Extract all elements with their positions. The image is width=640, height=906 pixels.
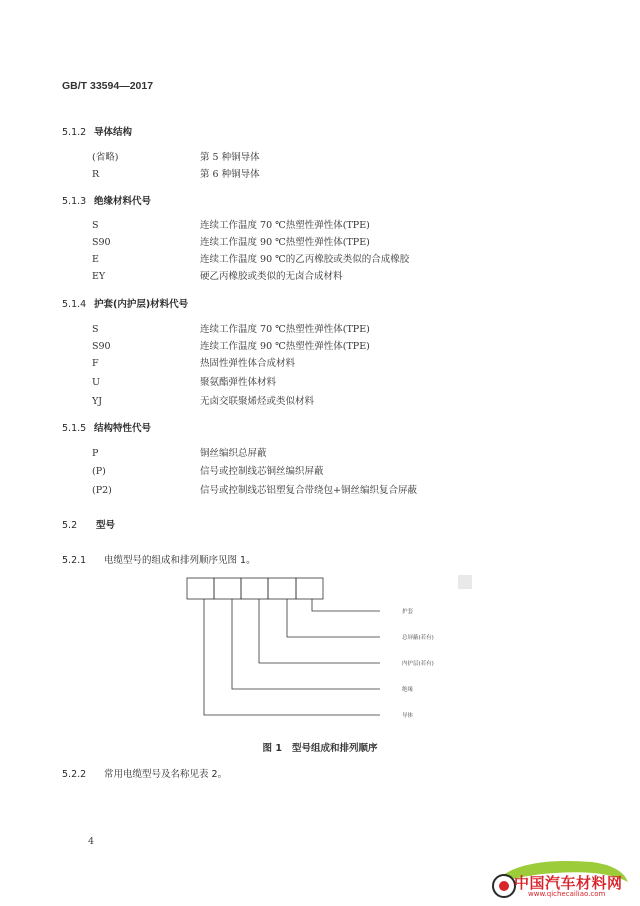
leader-line-insulation bbox=[232, 599, 380, 689]
code: S bbox=[92, 324, 99, 335]
diagram-label-conductor: 导体 bbox=[402, 713, 414, 719]
section-number: 5.1.5 bbox=[62, 423, 87, 434]
paragraph-text: 电缆型号的组成和排列顺序见图 1。 bbox=[104, 555, 256, 566]
figure-caption bbox=[0, 740, 640, 754]
leader-lines bbox=[204, 599, 380, 715]
code-description: 无卤交联聚烯烃或类似材料 bbox=[200, 396, 315, 407]
code-description: 连续工作温度 90 ℃的乙丙橡胶或类似的合成橡胶 bbox=[200, 254, 410, 265]
paragraph-number: 5.2.1 bbox=[62, 555, 87, 566]
section-number: 5.1.3 bbox=[62, 196, 87, 207]
scan-mark bbox=[458, 575, 472, 589]
code-description: 信号或控制线芯铝塑复合带绕包+铜丝编织复合屏蔽 bbox=[200, 485, 417, 496]
section-number: 5.2 bbox=[62, 520, 78, 531]
code: (P2) bbox=[92, 485, 112, 496]
code-description: 聚氨酯弹性体材料 bbox=[200, 377, 277, 388]
code: EY bbox=[92, 271, 106, 282]
leader-line-inner-layer bbox=[259, 599, 380, 663]
code-description: 第 5 种铜导体 bbox=[200, 152, 260, 163]
diagram-label-overall-screen: 总屏蔽(若有) bbox=[402, 635, 434, 641]
code-box-1 bbox=[187, 578, 214, 599]
code: S bbox=[92, 220, 99, 231]
code: U bbox=[92, 377, 101, 388]
section-title: 导体结构 bbox=[94, 127, 133, 138]
code-description: 铜丝编织总屏蔽 bbox=[200, 448, 267, 459]
watermark-text: 中国汽车材料网 bbox=[514, 874, 623, 892]
code: YJ bbox=[92, 396, 103, 407]
figure-number: 图 1 bbox=[262, 743, 282, 754]
code: F bbox=[92, 358, 99, 369]
paragraph-text: 常用电缆型号及名称见表 2。 bbox=[104, 769, 228, 780]
section-title: 护套(内护层)材料代号 bbox=[94, 299, 189, 310]
standard-number: GB/T 33594—2017 bbox=[62, 80, 154, 92]
leader-line-overall-screen bbox=[287, 599, 380, 637]
diagram-label-insulation: 绝缘 bbox=[402, 687, 414, 693]
figure-title: 型号组成和排列顺序 bbox=[291, 743, 378, 754]
code: E bbox=[92, 254, 99, 265]
code-description: 热固性弹性体合成材料 bbox=[200, 358, 296, 369]
code: S90 bbox=[92, 237, 111, 248]
code-description: 连续工作温度 90 ℃热塑性弹性体(TPE) bbox=[200, 237, 370, 248]
leader-line-conductor bbox=[204, 599, 380, 715]
paragraph-number: 5.2.2 bbox=[62, 769, 87, 780]
section-title: 结构特性代号 bbox=[94, 423, 152, 434]
page-number: 4 bbox=[88, 836, 95, 847]
section-number: 5.1.2 bbox=[62, 127, 87, 138]
code: S90 bbox=[92, 341, 111, 352]
code-box-2 bbox=[214, 578, 241, 599]
code: (省略) bbox=[92, 152, 119, 163]
section-number: 5.1.4 bbox=[62, 299, 87, 310]
code: P bbox=[92, 448, 99, 459]
code-description: 第 6 种铜导体 bbox=[200, 169, 260, 180]
code: R bbox=[92, 169, 100, 180]
code-box-3 bbox=[241, 578, 268, 599]
model-code-boxes bbox=[187, 578, 323, 599]
diagram-label-inner-layer: 内护层(若有) bbox=[402, 661, 434, 667]
watermark-url: www.qichecailiao.com bbox=[528, 890, 606, 898]
code: (P) bbox=[92, 466, 106, 477]
section-title: 绝缘材料代号 bbox=[94, 196, 152, 207]
leader-line-sheath bbox=[312, 599, 380, 611]
diagram-labels bbox=[402, 607, 434, 719]
code-description: 连续工作温度 70 ℃热塑性弹性体(TPE) bbox=[200, 324, 370, 335]
code-description: 信号或控制线芯铜丝编织屏蔽 bbox=[200, 466, 324, 477]
paragraph-5-2-2 bbox=[62, 766, 227, 780]
code-box-4 bbox=[268, 578, 296, 599]
code-box-5 bbox=[296, 578, 323, 599]
code-description: 连续工作温度 90 ℃热塑性弹性体(TPE) bbox=[200, 341, 370, 352]
code-description: 硬乙丙橡胶或类似的无卤合成材料 bbox=[200, 271, 343, 282]
diagram-label-sheath: 护套 bbox=[402, 609, 414, 615]
code-description: 连续工作温度 70 ℃热塑性弹性体(TPE) bbox=[200, 220, 370, 231]
wheel-hub-icon bbox=[499, 881, 509, 891]
section-title: 型号 bbox=[96, 520, 116, 531]
